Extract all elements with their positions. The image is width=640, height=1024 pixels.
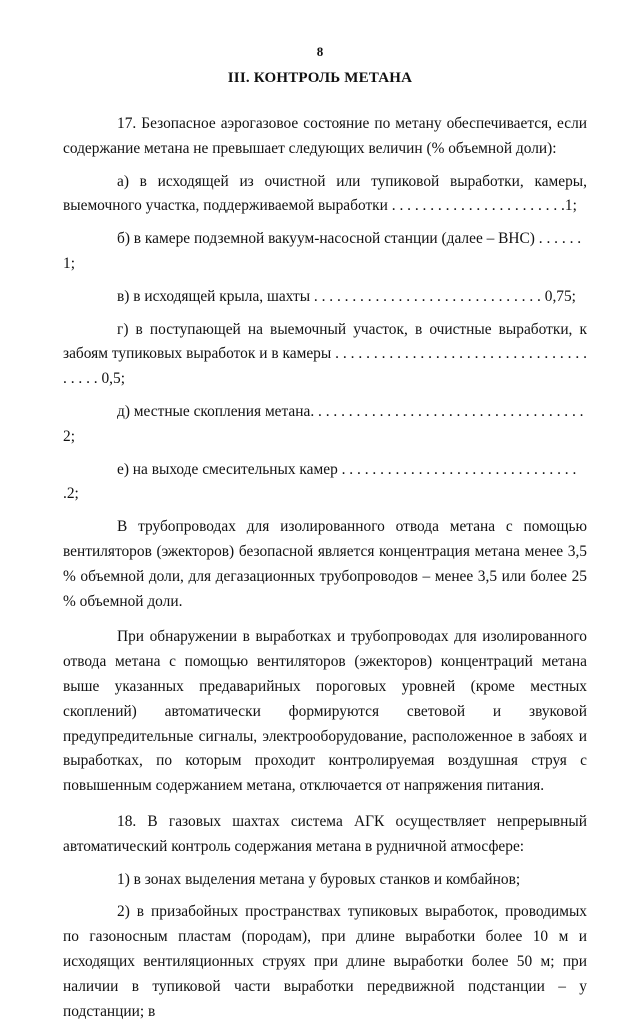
list-item-b: б) в камере подземной вакуум-насосной станции (далее – ВНС) . . . . . . 1; xyxy=(63,230,582,272)
list-item-v: в) в исходящей крыла, шахты . . . . . . . . . . . . . . . . . . . . . . . . . . . . . . 0,75; xyxy=(117,287,576,305)
list-item-a: а) в исходящей из очистной или тупиковой выработки, камеры, выемочного участка, поддерживаемой выработки . . . . . . . . . . . . . . . . . . . . . . .1; xyxy=(63,172,587,215)
list-item-e: е) на выходе смесительных камер . . . . . . . . . . . . . . . . . . . . . . . . . . . . . . . .2; xyxy=(63,460,577,503)
paragraph-pipelines: В трубопроводах для изолированного отвода метана с помощью вентиляторов (эжекторов) безопасной является концентрация метана менее 3,5 % объемной доли, для дегазационных трубопроводов – менее 3,5 или более 25 % объемной доли. xyxy=(63,518,587,610)
list-item-2: 2) в призабойных пространствах тупиковых выработок, проводимых по газоносным пластам (породам), при длине выработки более 10 м и исходящих вентиляционных струях при длине выработки более 50 м; при наличии в тупиковой части выработки передвижной подстанции – у подстанции; в xyxy=(63,903,587,1020)
paragraph-18-intro: 18. В газовых шахтах система АГК осуществляет непрерывный автоматический контроль содержания метана в рудничной атмосфере: xyxy=(63,812,587,855)
section-heading: III. КОНТРОЛЬ МЕТАНА xyxy=(227,70,413,86)
page-number: 8 xyxy=(316,44,324,59)
paragraph-detection: При обнаружении в выработках и трубопроводах для изолированного отвода метана с помощью вентиляторов (эжекторов) концентраций метана выше указанных предаварийных пороговых уровней (кроме местных скоплений) автоматически формируются световой и звуковой предупредительные сигналы, электрооборудование, расположенное в забоях и выработках, по которым проходит контролируемая воздушная струя с повышенным содержанием метана, отключается от напряжения питания. xyxy=(63,628,587,795)
list-item-d: д) местные скопления метана. . . . . . . . . . . . . . . . . . . . . . . . . . . . . . . . . . . . 2; xyxy=(63,402,584,445)
list-item-1: 1) в зонах выделения метана у буровых станков и комбайнов; xyxy=(117,870,521,888)
list-item-g: г) в поступающей на выемочный участок, в очистные выработки, к забоям тупиковых выработок и в камеры . . . . . . . . . . . . . . . . . . . . . . . . . . . . . . . . . . . . . . 0,5; xyxy=(63,320,587,388)
paragraph-17-intro: 17. Безопасное аэрогазовое состояние по метану обеспечивается, если содержание метана не превышает следующих величин (% объемной доли): xyxy=(63,115,587,157)
document-body xyxy=(63,112,587,1024)
